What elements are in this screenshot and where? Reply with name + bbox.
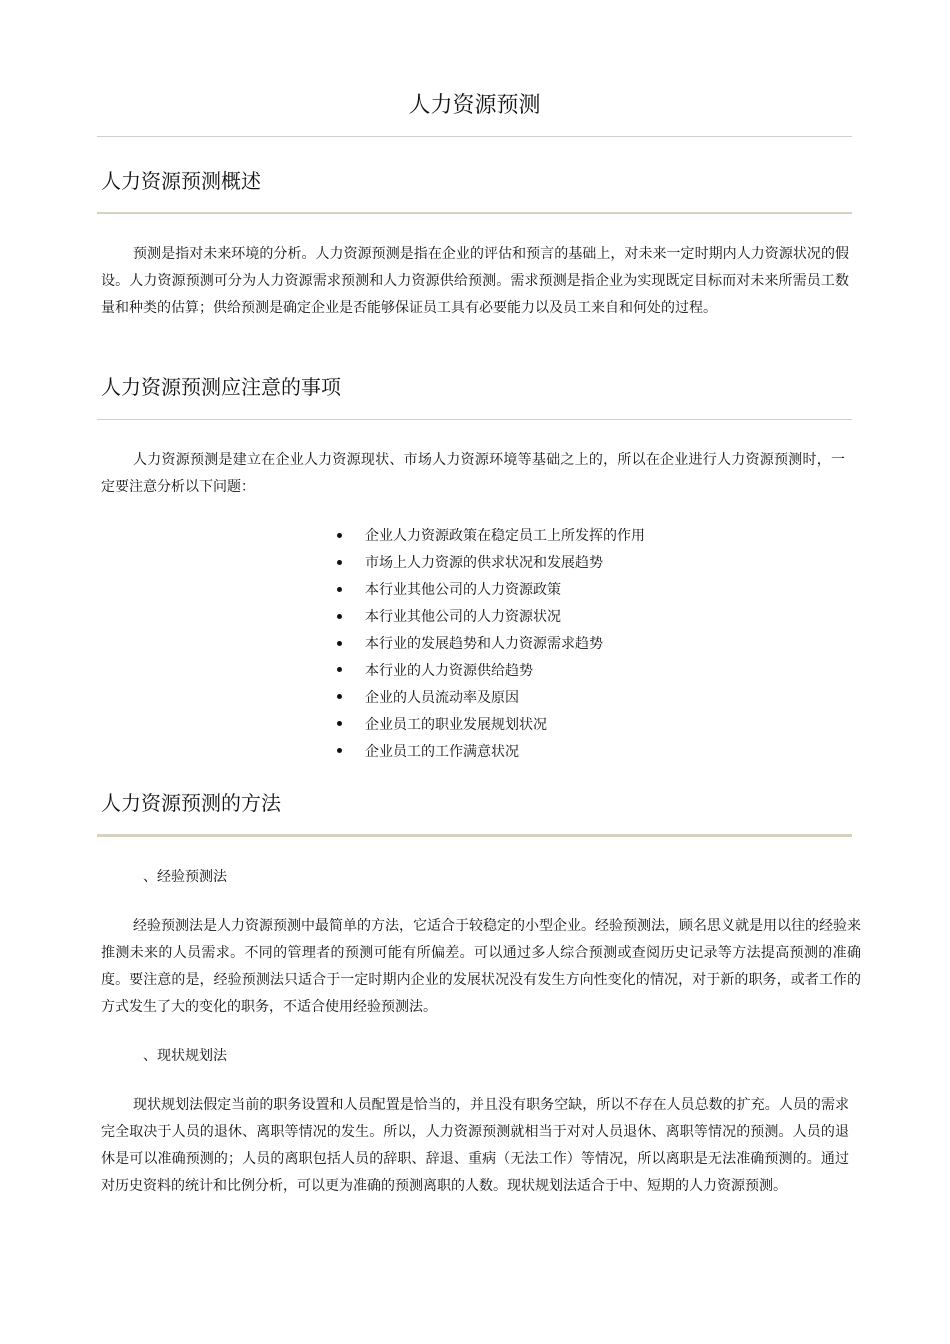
title-divider: [97, 136, 852, 137]
bullet-icon: [337, 533, 342, 538]
section-heading-overview: 人力资源预测概述: [101, 169, 261, 193]
notes-bullet-list: [333, 522, 645, 764]
method-subheading-status-quo: 、现状规划法: [143, 1048, 227, 1064]
list-item: 本行业的发展趋势和人力资源需求趋势: [333, 630, 645, 657]
section-divider: [97, 212, 852, 214]
list-item: 本行业其他公司的人力资源政策: [333, 576, 645, 603]
list-item: 企业员工的职业发展规划状况: [333, 710, 645, 737]
method-paragraph-status-quo: 现状规划法假定当前的职务设置和人员配置是恰当的，并且没有职务空缺，所以不存在人员总数的扩充。人员的需求完全取决于人员的退休、离职等情况的发生。所以，人力资源预测就相当于对对人员退休、离职等情况的预测。人员的退休是可以准确预测的；人员的离职包括人员的辞职、辞退、重病（无法工作）等情况，所以离职是无法准确预测的。通过对历史资料的统计和比例分析，可以更为准确的预测离职的人数。现状规划法适合于中、短期的人力资源预测。: [101, 1097, 849, 1194]
notes-paragraph: 人力资源预测是建立在企业人力资源现状、市场人力资源环境等基础之上的，所以在企业进行人力资源预测时，一定要注意分析以下问题：: [101, 452, 845, 495]
document-title: 人力资源预测: [408, 93, 541, 118]
bullet-icon: [337, 560, 342, 565]
list-item: 企业员工的工作满意状况: [333, 737, 645, 764]
section-heading-notes: 人力资源预测应注意的事项: [101, 375, 341, 399]
overview-paragraph: 预测是指对未来环境的分析。人力资源预测是指在企业的评估和预言的基础上，对未来一定时期内人力资源状况的假设。人力资源预测可分为人力资源需求预测和人力资源供给预测。需求预测是指企业为实现既定目标而对未来所需员工数量和种类的估算；供给预测是确定企业是否能够保证员工具有必要能力以及员工来自和何处的过程。: [101, 246, 849, 316]
section-divider: [97, 834, 852, 837]
bullet-icon: [337, 587, 342, 592]
section-divider: [97, 419, 852, 420]
method-paragraph-experience: 经验预测法是人力资源预测中最简单的方法，它适合于较稳定的小型企业。经验预测法，顾名思义就是用以往的经验来推测未来的人员需求。不同的管理者的预测可能有所偏差。可以通过多人综合预测或查阅历史记录等方法提高预测的准确度。要注意的是，经验预测法只适合于一定时期内企业的发展状况没有发生方向性变化的情况，对于新的职务，或者工作的方式发生了大的变化的职务，不适合使用经验预测法。: [101, 918, 861, 1015]
method-subheading-experience: 、经验预测法: [143, 869, 227, 885]
list-item: 企业人力资源政策在稳定员工上所发挥的作用: [333, 522, 645, 549]
bullet-icon: [337, 614, 342, 619]
bullet-icon: [337, 694, 342, 699]
bullet-icon: [337, 667, 342, 672]
bullet-icon: [337, 641, 342, 646]
list-item: 市场上人力资源的供求状况和发展趋势: [333, 549, 645, 576]
bullet-icon: [337, 721, 342, 726]
section-heading-methods: 人力资源预测的方法: [101, 791, 281, 815]
list-item: 本行业其他公司的人力资源状况: [333, 603, 645, 630]
bullet-icon: [337, 748, 342, 753]
list-item: 企业的人员流动率及原因: [333, 683, 645, 710]
list-item: 本行业的人力资源供给趋势: [333, 656, 645, 683]
